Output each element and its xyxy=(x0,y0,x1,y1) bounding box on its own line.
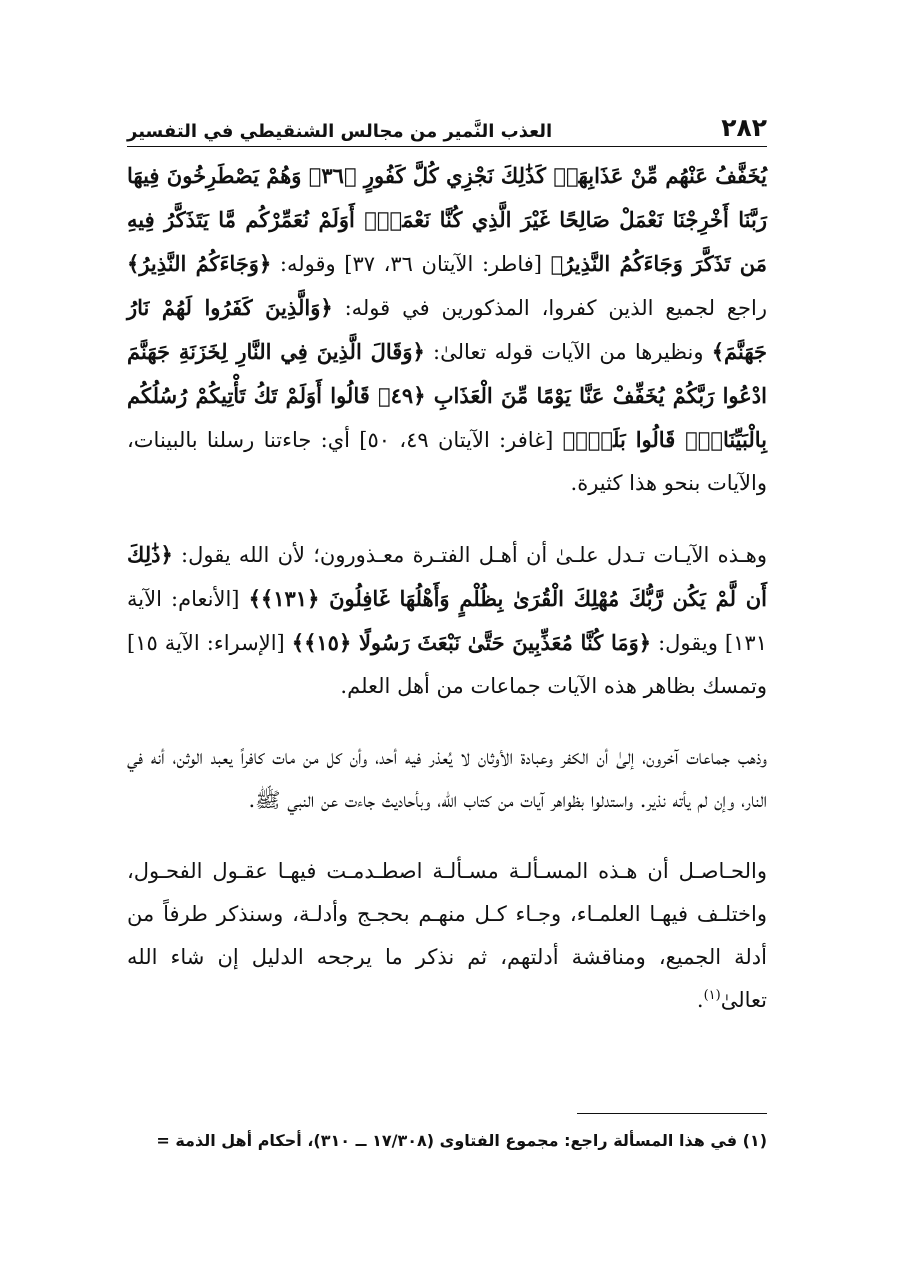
body-text: . xyxy=(696,988,704,1012)
quran-text: وَقَالَ الَّذِينَ فِي النَّارِ لِخَزَنَةِ جَهَنَّمَ ادْعُوا رَبَّكُمْ يُخَفِّفْ عَنَّا يَوْمًا مِّنَ الْعَذَابِ ﴿٤٩﴾ قَالُوا أَوَلَمْ تَكُ تَأْتِيكُمْ رُسُلُكُم بِالْبَيِّنَاتِۖ قَالُوا بَلَىٰۚ xyxy=(127,339,767,452)
ornate-brace: ﴾ xyxy=(711,339,725,364)
running-title: العذب النَّمير من مجالس الشنقيطي في التفسير xyxy=(127,121,553,142)
quran-text: وَمَا كُنَّا مُعَذِّبِينَ حَتَّىٰ نَبْعَثَ رَسُولًا ﴿١٥﴾ xyxy=(304,630,639,655)
body-text: وذهب جماعات آخرون، إلىٰ أن الكفر وعبادة الأوثان لا يُعذر فيه أحد، وأن كل من مات كافراً يعبد الوثن، أنه في النار، وإن لم يأته نذير. واستدلوا بظواهر آيات من كتاب الله، وبأحاديث جاءت عن النبي ﷺ. xyxy=(127,745,767,812)
body-text: والحـاصـل أن هـذه المسـألـة مسـألـة اصطـدمـت فيهـا عقـول الفحـول، واختلـف فيهـا العلمـاء، وجـاء كـل منهـم بحجـج وأدلـة، وسنذكر طرفاً من أدلة الجميع، ومناقشة أدلتهم، ثم نذكر ما يرجحه الدليل إن شاء الله تعالىٰ xyxy=(127,859,767,1012)
ornate-brace: ﴿ xyxy=(160,542,173,567)
ornate-brace: ﴿ xyxy=(320,295,333,320)
footnote-rule xyxy=(577,1113,767,1114)
body-text: [الأنعام: الآية ١٣١] ويقول: xyxy=(127,587,767,655)
ornate-brace: ﴾ xyxy=(562,427,576,452)
body-text: وهـذه الآيـات تـدل علـىٰ أن أهـل الفتـرة معـذورون؛ لأن الله يقول: xyxy=(172,543,767,567)
body-text: ونظيرها من الآيات قوله تعالىٰ: xyxy=(424,340,712,364)
ornate-brace: ﴾ xyxy=(550,251,564,276)
footnote: (١) في هذا المسألة راجع: مجموع الفتاوى (١٧/٣٠٨ ــ ٣١٠)، أحكام أهل الذمة = xyxy=(156,1131,767,1150)
header-rule xyxy=(127,146,767,147)
ornate-brace: ﴿ xyxy=(638,630,652,655)
page-header xyxy=(127,108,767,142)
page-body xyxy=(127,154,767,1022)
ornate-brace: ﴾ xyxy=(248,586,261,611)
quran-text: ذَٰلِكَ أَن لَّمْ يَكُن رَّبُّكَ مُهْلِكَ الْقُرَىٰ بِظُلْمٍ وَأَهْلُهَا غَافِلُونَ ﴿١٣١﴾ xyxy=(127,542,767,611)
ornate-brace: ﴾ xyxy=(127,251,140,276)
paragraph-3 xyxy=(127,736,767,822)
body-text: راجع لجميع الذين كفروا، المذكورين في قوله: xyxy=(332,296,767,320)
page-number: ٢٨٢ xyxy=(721,113,767,142)
ornate-brace: ﴿ xyxy=(412,339,425,364)
body-text: [غافر: الآيتان ٤٩، ٥٠] أي: جاءتنا رسلنا بالبينات، والآيات بنحو هذا كثيرة. xyxy=(127,428,767,495)
ornate-brace: ﴿ xyxy=(258,251,272,276)
paragraph-1 xyxy=(127,154,767,505)
ornate-brace: ﴾ xyxy=(291,630,305,655)
body-text: [الإسراء: الآية ١٥] وتمسك بظاهر هذه الآيات جماعات من أهل العلم. xyxy=(127,631,767,698)
footnote-ref: (١) xyxy=(703,988,721,1003)
quran-text: وَالَّذِينَ كَفَرُوا لَهُمْ نَارُ جَهَنَّمَ xyxy=(127,295,767,364)
paragraph-2 xyxy=(127,533,767,708)
body-text: [فاطر: الآيتان ٣٦، ٣٧] وقوله: xyxy=(271,252,551,276)
quran-text: يُخَفَّفُ عَنْهُم مِّنْ عَذَابِهَاۚ كَذَٰلِكَ نَجْزِي كُلَّ كَفُورٍ ﴿٣٦﴾ وَهُمْ يَصْطَرِخُونَ فِيهَا رَبَّنَا أَخْرِجْنَا نَعْمَلْ صَالِحًا غَيْرَ الَّذِي كُنَّا نَعْمَلُۚ أَوَلَمْ نُعَمِّرْكُم مَّا يَتَذَكَّرُ فِيهِ مَن تَذَكَّرَ وَجَاءَكُمُ النَّذِيرُ xyxy=(127,163,768,276)
paragraph-4 xyxy=(127,850,767,1022)
quran-text: وَجَاءَكُمُ النَّذِيرُ xyxy=(139,251,259,276)
